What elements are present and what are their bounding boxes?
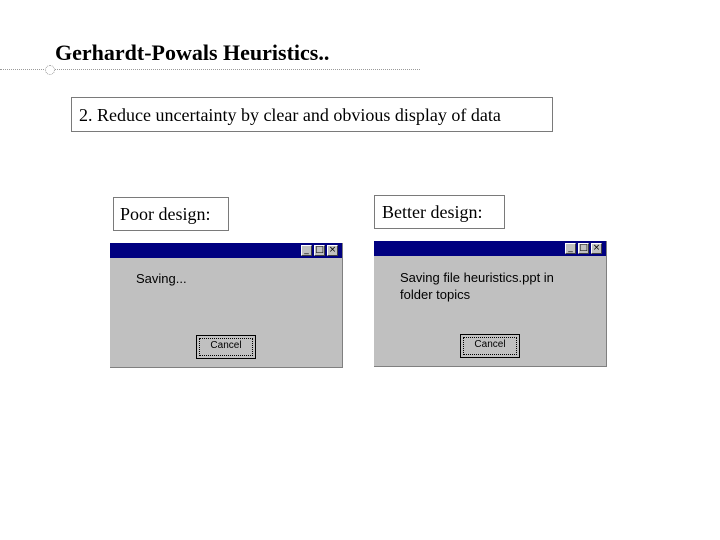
cancel-button-label: Cancel — [210, 340, 242, 351]
poor-design-dialog — [110, 243, 343, 368]
close-icon[interactable]: × — [592, 243, 601, 253]
maximize-icon[interactable]: □ — [315, 245, 324, 255]
better-design-dialog — [374, 241, 607, 367]
dialog-titlebar — [374, 241, 606, 256]
bullet-dot-icon — [45, 65, 55, 75]
dialog-message: Saving... — [136, 271, 187, 286]
minimize-icon[interactable]: _ — [301, 245, 312, 256]
dialog-message: Saving file heuristics.ppt in folder topics — [400, 270, 554, 302]
cancel-button[interactable] — [460, 334, 520, 358]
cancel-button-label: Cancel — [474, 339, 506, 350]
heuristic-statement: 2. Reduce uncertainty by clear and obvious display of data — [71, 97, 553, 132]
slide-title: Gerhardt-Powals Heuristics.. — [55, 40, 330, 65]
title-divider — [0, 69, 420, 70]
close-icon[interactable]: × — [328, 245, 337, 255]
dialog-titlebar — [110, 243, 342, 258]
better-design-label: Better design: — [374, 195, 505, 229]
poor-design-label: Poor design: — [113, 197, 229, 231]
cancel-button[interactable] — [196, 335, 256, 359]
maximize-icon[interactable]: □ — [579, 243, 588, 253]
minimize-icon[interactable]: _ — [565, 243, 576, 254]
